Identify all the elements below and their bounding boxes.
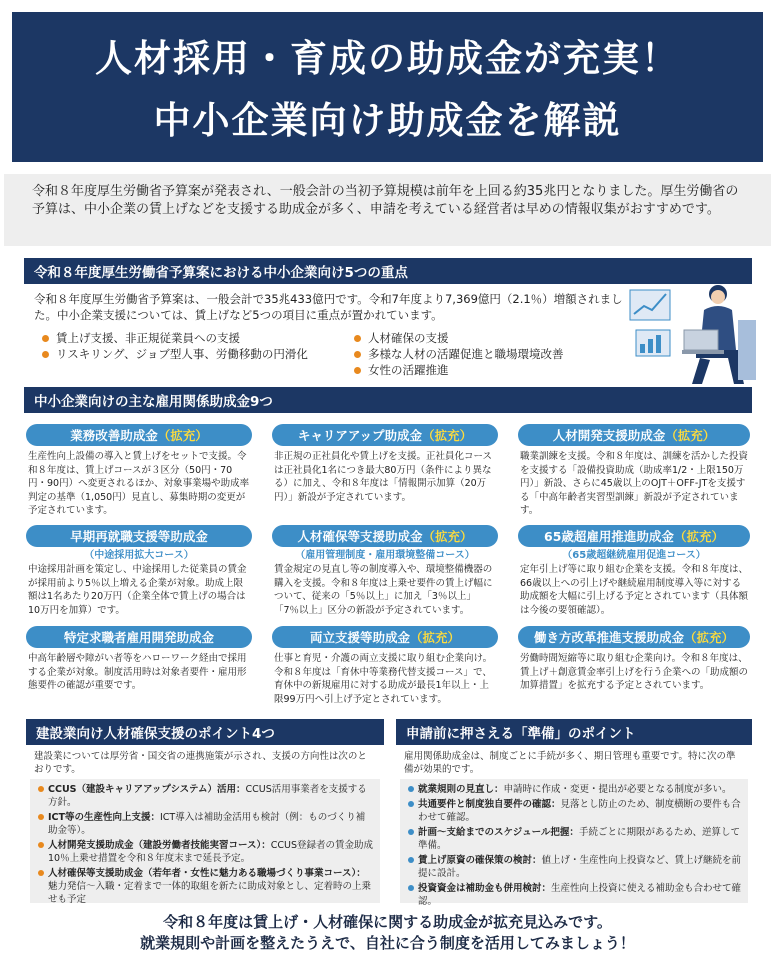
expand-badge: （拡充） [684, 630, 735, 645]
intro-text: 令和８年度厚生労働省予算案が発表され、一般会計の当初予算規模は前年を上回る約35兆円となりました。厚生労働省の予算は、中小企業の賃上げなどを支援する助成金が多く、申請を考えている経営者は早めの情報収集がおすすめです。 [32, 184, 739, 217]
expand-badge: （拡充） [422, 529, 473, 544]
expand-badge: （拡充） [422, 428, 473, 443]
section1-points-right [350, 331, 610, 379]
subsidy-name: 早期再就職支援等助成金 [26, 525, 252, 547]
expand-badge: （拡充） [665, 428, 716, 443]
section1-paragraph: 令和８年度厚生労働省予算案は、一般会計で35兆433億円です。令和7年度より7,369億円（2.1％）増額されました。中小企業支援については、賃上げなど5つの項目に重点が置かれています。 [34, 292, 623, 322]
construction-panel-header [26, 719, 384, 745]
expand-badge: （拡充） [410, 630, 461, 645]
subsidy-name: 働き方改革推進支援助成金 （拡充） [518, 626, 750, 648]
subsidy-course: （中途採用拡大コース） [84, 550, 194, 561]
preparation-list [406, 783, 742, 908]
hero-title-line1: 人材採用・育成の助成金が充実！ [95, 37, 680, 80]
businessman-laptop-illustration [626, 280, 766, 390]
subsidy-card [518, 424, 750, 518]
list-item: 就業規則の見直し：申請時に作成・変更・提出が必要となる制度が多い。 [406, 783, 742, 796]
subsidy-card [518, 525, 750, 617]
section1-points-left [38, 331, 308, 363]
list-item: CCUS（建設キャリアアップシステム）活用：CCUS活用事業者を支援する方針。 [36, 783, 374, 809]
subsidy-description: 生産性向上設備の導入と賃上げをセットで支援。令和８年度は、賃上げコースが３区分（50円・70円・90円）へ変更されるほか、対象事業場や助成率判定の基準（1,050円）見直し、募集時期の変更が予定されています。 [28, 451, 250, 516]
subsidy-card [272, 626, 498, 706]
subsidy-card [272, 424, 498, 504]
subsidy-card [518, 626, 750, 693]
subsidy-name: 人材確保等支援助成金 （拡充） [272, 525, 498, 547]
point-item: 人材確保の支援 [350, 331, 610, 346]
construction-list-box [30, 779, 380, 903]
subsidy-description: 労働時間短縮等に取り組む企業向け。令和８年度は、賃上げ＋創意賃金率引上げを行う企業への「助成額の加算措置」を拡充する予定とされています。 [520, 653, 749, 691]
subsidy-name: 65歳超雇用推進助成金 （拡充） [518, 525, 750, 547]
preparation-list-box [400, 779, 748, 907]
construction-list [36, 783, 374, 906]
subsidy-description: 中途採用計画を策定し、中途採用した従業員の賃金が採用前より5％以上増える企業が対象。助成上限額は1名あたり20万円（企業全体で賃上げの場合は10万円を加算）です。 [28, 564, 247, 616]
expand-badge: （拡充） [673, 529, 724, 544]
hero-title-line2: 中小企業向け助成金を解説 [153, 99, 622, 142]
point-item: リスキリング、ジョブ型人事、労働移動の円滑化 [38, 347, 308, 362]
hero-banner [0, 0, 775, 162]
subsidy-description: 非正規の正社員化や賃上げを支援。正社員化コースは正社員化1名につき最大80万円（条件により異なる）に加え、令和８年度は「情報開示加算（20万円）」新設が予定されています。 [274, 451, 493, 503]
list-item: ICT等の生産性向上支援：ICT導入は補助金活用も検討（例：ものづくり補助金等）。 [36, 811, 374, 837]
list-item: 計画～支給までのスケジュール把握：手続ごとに期限があるため、逆算して準備。 [406, 826, 742, 852]
subsidy-description: 職業訓練を支援。令和８年度は、訓練を活かした投資を支援する「設備投資助成（助成率1/2・上限150万円）」新設、さらに45歳以上のOJT＋OFF-JTを支援する「中高年齢者実習型訓練」新設が予定されています。 [520, 451, 749, 516]
section2-header [24, 387, 752, 413]
list-item: 共通要件と制度独自要件の確認：見落とし防止のため、制度横断の要件も合わせて確認。 [406, 798, 742, 824]
subsidy-course: （雇用管理制度・雇用環境整備コース） [295, 550, 475, 561]
point-item: 女性の活躍推進 [350, 363, 610, 378]
preparation-panel-title: 申請前に押さえる「準備」のポイント [406, 726, 636, 742]
list-item: 人材確保等支援助成金（若年者・女性に魅力ある職場づくり事業コース）：魅力発信～入職・定着まで一体的取組を新たに助成対象とし、定着時の上乗せも予定 [36, 867, 374, 906]
section1-title: 令和８年度厚生労働省予算案における中小企業向け5つの重点 [34, 265, 408, 281]
subsidy-card [272, 525, 498, 617]
point-item: 賃上げ支援、非正規従業員への支援 [38, 331, 308, 346]
subsidy-card [26, 424, 252, 518]
preparation-panel-header [396, 719, 752, 745]
subsidy-description: 定年引上げ等に取り組む企業を支援。令和８年度は、66歳以上への引上げや継続雇用制度導入等に対する助成額を大幅に引上げる予定とされています（具体額は今後の要領確認）。 [520, 564, 749, 616]
subsidy-name: キャリアアップ助成金 （拡充） [272, 424, 498, 446]
subsidy-description: 中高年齢層や障がい者等をハローワーク経由で採用する企業が対象。制度活用時は対象者要件・雇用形態要件の確認が重要です。 [28, 653, 247, 691]
expand-badge: （拡充） [157, 428, 208, 443]
preparation-intro: 雇用関係助成金は、制度ごとに手続が多く、期日管理も重要です。特に次の準備が効果的です。 [404, 751, 736, 775]
subsidy-name: 特定求職者雇用開発助成金 [26, 626, 252, 648]
section2-title: 中小企業向けの主な雇用関係助成金9つ [34, 394, 273, 410]
subsidy-description: 賃金規定の見直し等の制度導入や、環境整備機器の購入を支援。令和８年度は上乗せ要件の賃上げ幅について、従来の「5％以上」に加え「3％以上」「7％以上」区分の新設が予定されています。 [274, 564, 493, 616]
closing-line1: 令和８年度は賃上げ・人材確保に関する助成金が拡充見込みです。 [163, 913, 612, 931]
list-item: 賃上げ原資の確保策の検討：値上げ・生産性向上投資など、賃上げ継続を前提に設計。 [406, 854, 742, 880]
preparation-panel [396, 719, 752, 909]
subsidy-description: 仕事と育児・介護の両立支援に取り組む企業向け。令和８年度は「育休中等業務代替支援コース」で、育休中の新規雇用に対する助成が最長1年以上・上限99万円へ引上げ予定とされています。 [274, 653, 493, 705]
subsidy-course: （65歳超継続雇用促進コース） [562, 550, 706, 561]
subsidy-card [26, 626, 252, 693]
list-item: 人材開発支援助成金（建設労働者技能実習コース）：CCUS登録者の賃金助成10％上乗せ措置を令和８年度末まで延長予定。 [36, 839, 374, 865]
closing-line2: 就業規則や計画を整えたうえで、自社に合う制度を活用してみましょう！ [140, 934, 635, 952]
subsidy-name: 人材開発支援助成金 （拡充） [518, 424, 750, 446]
construction-panel-title: 建設業向け人材確保支援のポイント4つ [36, 726, 275, 742]
intro-box [4, 174, 771, 246]
subsidy-name: 業務改善助成金 （拡充） [26, 424, 252, 446]
construction-intro: 建設業については厚労省・国交省の連携施策が示され、支援の方向性は次のとおりです。 [34, 751, 367, 775]
subsidy-name: 両立支援等助成金 （拡充） [272, 626, 498, 648]
point-item: 多様な人材の活躍促進と職場環境改善 [350, 347, 610, 362]
list-item: 投資資金は補助金も併用検討：生産性向上投資に使える補助金も合わせて確認。 [406, 882, 742, 908]
construction-panel [26, 719, 384, 909]
subsidy-card [26, 525, 252, 617]
